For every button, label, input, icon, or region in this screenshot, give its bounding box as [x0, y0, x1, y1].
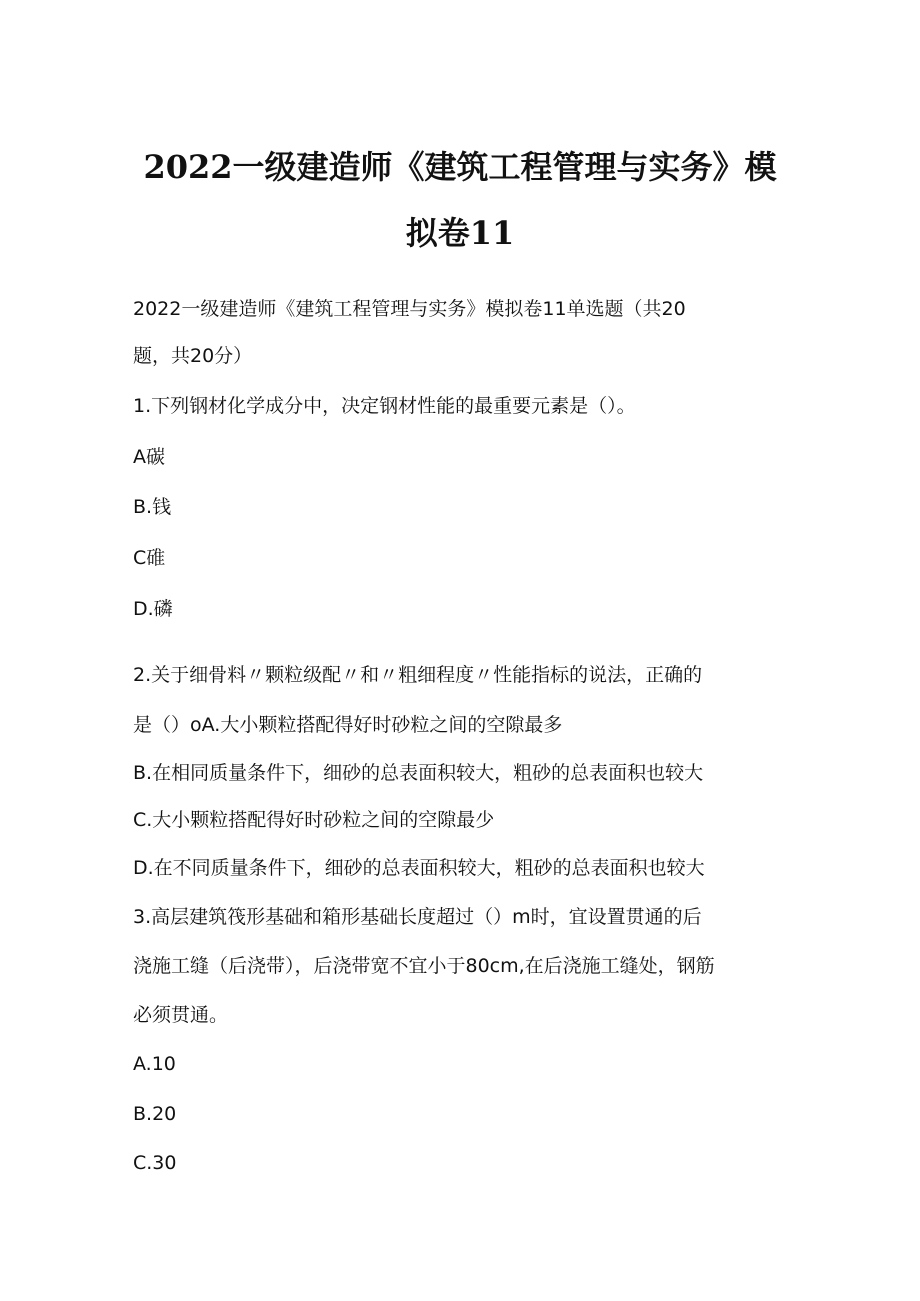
- document-title-line-2: 拟卷11: [405, 214, 515, 252]
- intro-text-line-2: 题，共20分）: [133, 345, 253, 367]
- question-2-option-b: B.在相同质量条件下，细砂的总表面积较大，粗砂的总表面积也较大: [133, 762, 704, 784]
- question-3-option-a: A.10: [133, 1053, 176, 1075]
- question-3-option-b: B.20: [133, 1103, 177, 1125]
- question-1-stem: 1.下列钢材化学成分中，决定钢材性能的最重要元素是（）。: [133, 395, 636, 417]
- question-3-stem-line-1: 3.高层建筑筏形基础和箱形基础长度超过（）m时，宜设置贯通的后: [133, 906, 702, 928]
- question-3-option-c: C.30: [133, 1152, 177, 1174]
- question-1-option-b: B.钱: [133, 496, 172, 518]
- question-3-stem-line-3: 必须贯通。: [133, 1004, 229, 1026]
- question-2-option-c: C.大小颗粒搭配得好时砂粒之间的空隙最少: [133, 809, 495, 831]
- question-1-option-c: C碓: [133, 547, 166, 569]
- question-1-option-d: D.磷: [133, 598, 173, 620]
- question-3-stem-line-2: 浇施工缝（后浇带），后浇带宽不宜小于80cm,在后浇施工缝处，钢筋: [133, 955, 715, 977]
- intro-text-line-1: 2022一级建造师《建筑工程管理与实务》模拟卷11单选题（共20: [133, 298, 686, 320]
- question-1-option-a: A碳: [133, 446, 165, 468]
- question-2-option-d: D.在不同质量条件下，细砂的总表面积较大，粗砂的总表面积也较大: [133, 857, 705, 879]
- document-title-line-1: 2022一级建造师《建筑工程管理与实务》模: [143, 148, 777, 186]
- question-2-stem-line-1: 2.关于细骨料〃颗粒级配〃和〃粗细程度〃性能指标的说法，正确的: [133, 664, 703, 686]
- question-2-stem-line-2: 是（）oA.大小颗粒搭配得好时砂粒之间的空隙最多: [133, 714, 563, 736]
